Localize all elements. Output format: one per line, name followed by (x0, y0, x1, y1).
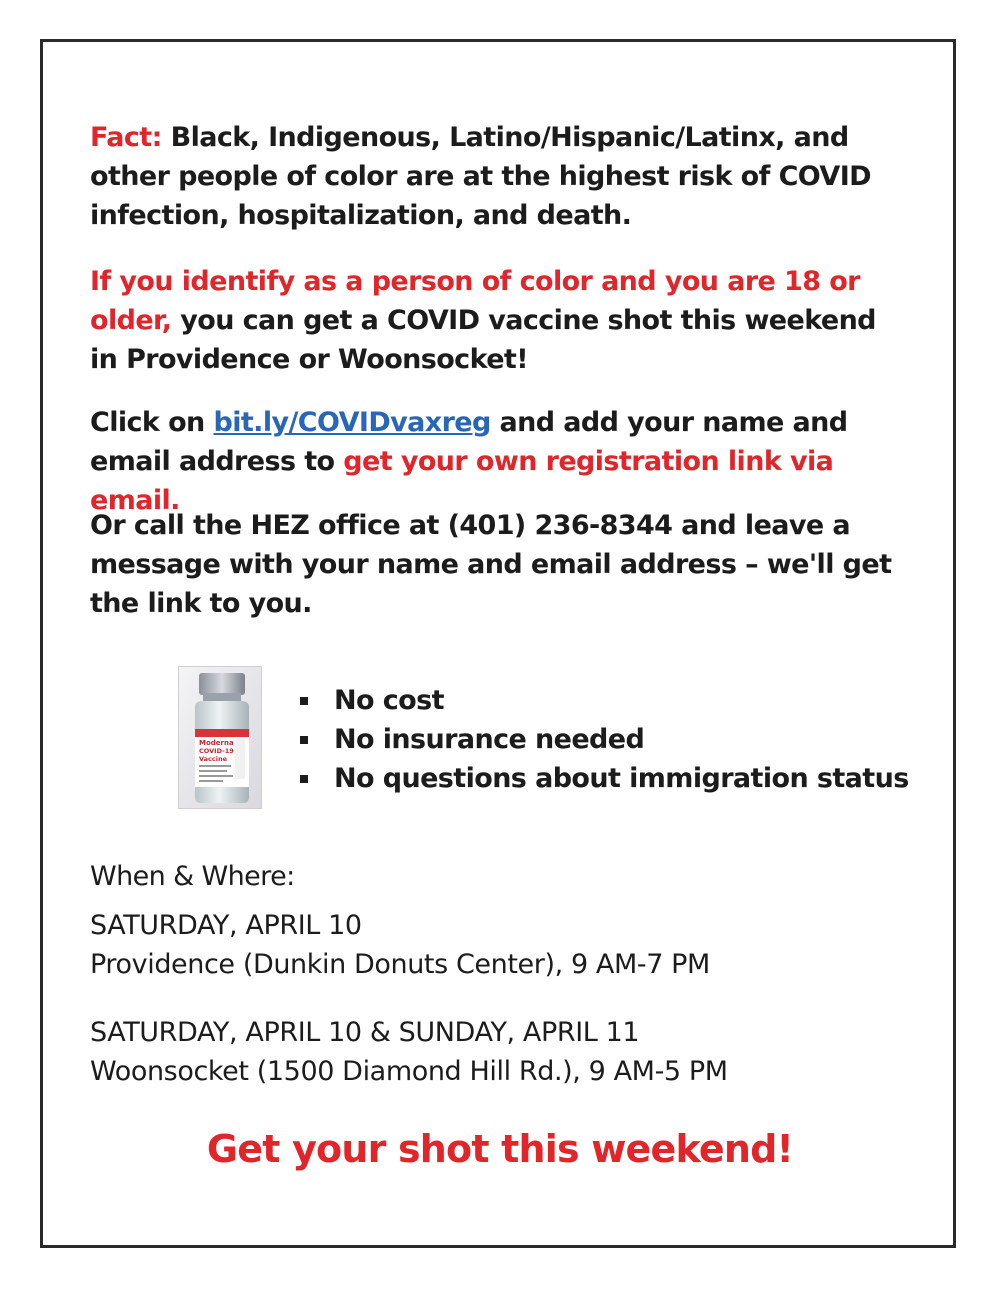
bullet-icon (300, 736, 308, 744)
vial-icon (179, 667, 262, 809)
register-paragraph (90, 403, 910, 520)
fact-label: Fact: (90, 122, 162, 153)
vial-type: Vaccine (199, 755, 228, 763)
vial-product: COVID-19 (199, 747, 234, 755)
list-item (300, 720, 909, 759)
event-day: SATURDAY, APRIL 10 (90, 910, 362, 941)
register-highlight: get your own registration link via email. (90, 446, 834, 516)
eligibility-paragraph (90, 262, 910, 379)
vaccine-vial-image (178, 666, 262, 809)
event-day: SATURDAY, APRIL 10 & SUNDAY, APRIL 11 (90, 1017, 640, 1048)
schedule-event (90, 1013, 728, 1091)
eligibility-text: you can get a COVID vaccine shot this weekend in Providence or Woonsocket! (90, 305, 876, 375)
call-to-action: Get your shot this weekend! (206, 1127, 794, 1171)
schedule-event (90, 906, 710, 984)
fact-paragraph (90, 118, 910, 235)
event-place: Woonsocket (1500 Diamond Hill Rd.), 9 AM-5 PM (90, 1056, 728, 1087)
vial-brand: Moderna (199, 739, 234, 747)
benefit-text: No insurance needed (334, 724, 645, 755)
benefits-list (300, 681, 909, 798)
register-prefix: Click on (90, 407, 214, 438)
registration-link[interactable]: bit.ly/COVIDvaxreg (213, 407, 491, 438)
register-middle: and add your name and email address to (90, 407, 848, 477)
bullet-icon (300, 697, 308, 705)
benefit-text: No cost (334, 685, 444, 716)
schedule-label: When & Where: (90, 861, 295, 892)
benefit-text: No questions about immigration status (334, 763, 909, 794)
bullet-icon (300, 775, 308, 783)
event-place: Providence (Dunkin Donuts Center), 9 AM-7 PM (90, 949, 710, 980)
phone-paragraph: Or call the HEZ office at (401) 236-8344 and leave a message with your name and email address – we'll get the link to you. (90, 510, 892, 619)
list-item (300, 681, 909, 720)
list-item (300, 759, 909, 798)
eligibility-highlight: If you identify as a person of color and you are 18 or older, (90, 266, 860, 336)
fact-text: Black, Indigenous, Latino/Hispanic/Latinx, and other people of color are at the highest risk of COVID infection, hospitalization, and death. (90, 122, 871, 231)
